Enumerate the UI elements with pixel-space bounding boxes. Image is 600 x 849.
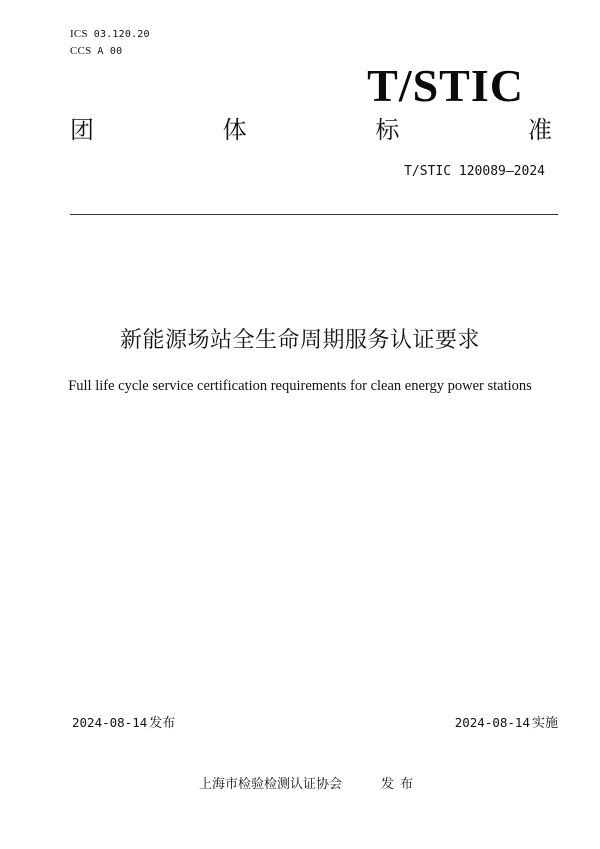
ics-code: 03.120.20 (93, 29, 150, 40)
standard-type-char: 准 (527, 116, 552, 144)
issue-label: 发布 (149, 716, 176, 731)
standard-brand-logo: T/STIC (367, 60, 524, 111)
standard-type-char: 标 (375, 116, 400, 144)
header-divider (70, 214, 558, 215)
ccs-code: A 00 (97, 46, 123, 57)
implementation-date-line (455, 715, 558, 732)
standard-type-heading (70, 114, 552, 146)
publisher-action: 发布 (381, 777, 420, 792)
standard-type-char: 团 (70, 116, 94, 144)
document-title-english: Full life cycle service certification requirements for clean energy power stations (68, 378, 532, 394)
standard-number: T/STIC 120089—2024 (404, 164, 545, 179)
ics-classification (70, 28, 150, 41)
publisher-name: 上海市检验检测认证协会 (199, 777, 343, 792)
document-title-chinese: 新能源场站全生命周期服务认证要求 (119, 328, 480, 353)
ccs-classification (70, 45, 122, 58)
standard-type-char: 体 (222, 116, 247, 144)
issue-date: 2024-08-14 (72, 715, 148, 730)
ics-label: ICS (70, 28, 88, 40)
ccs-label: CCS (70, 45, 92, 57)
implementation-label: 实施 (531, 716, 558, 731)
implementation-date: 2024-08-14 (454, 715, 530, 730)
issue-date-line (72, 715, 175, 732)
